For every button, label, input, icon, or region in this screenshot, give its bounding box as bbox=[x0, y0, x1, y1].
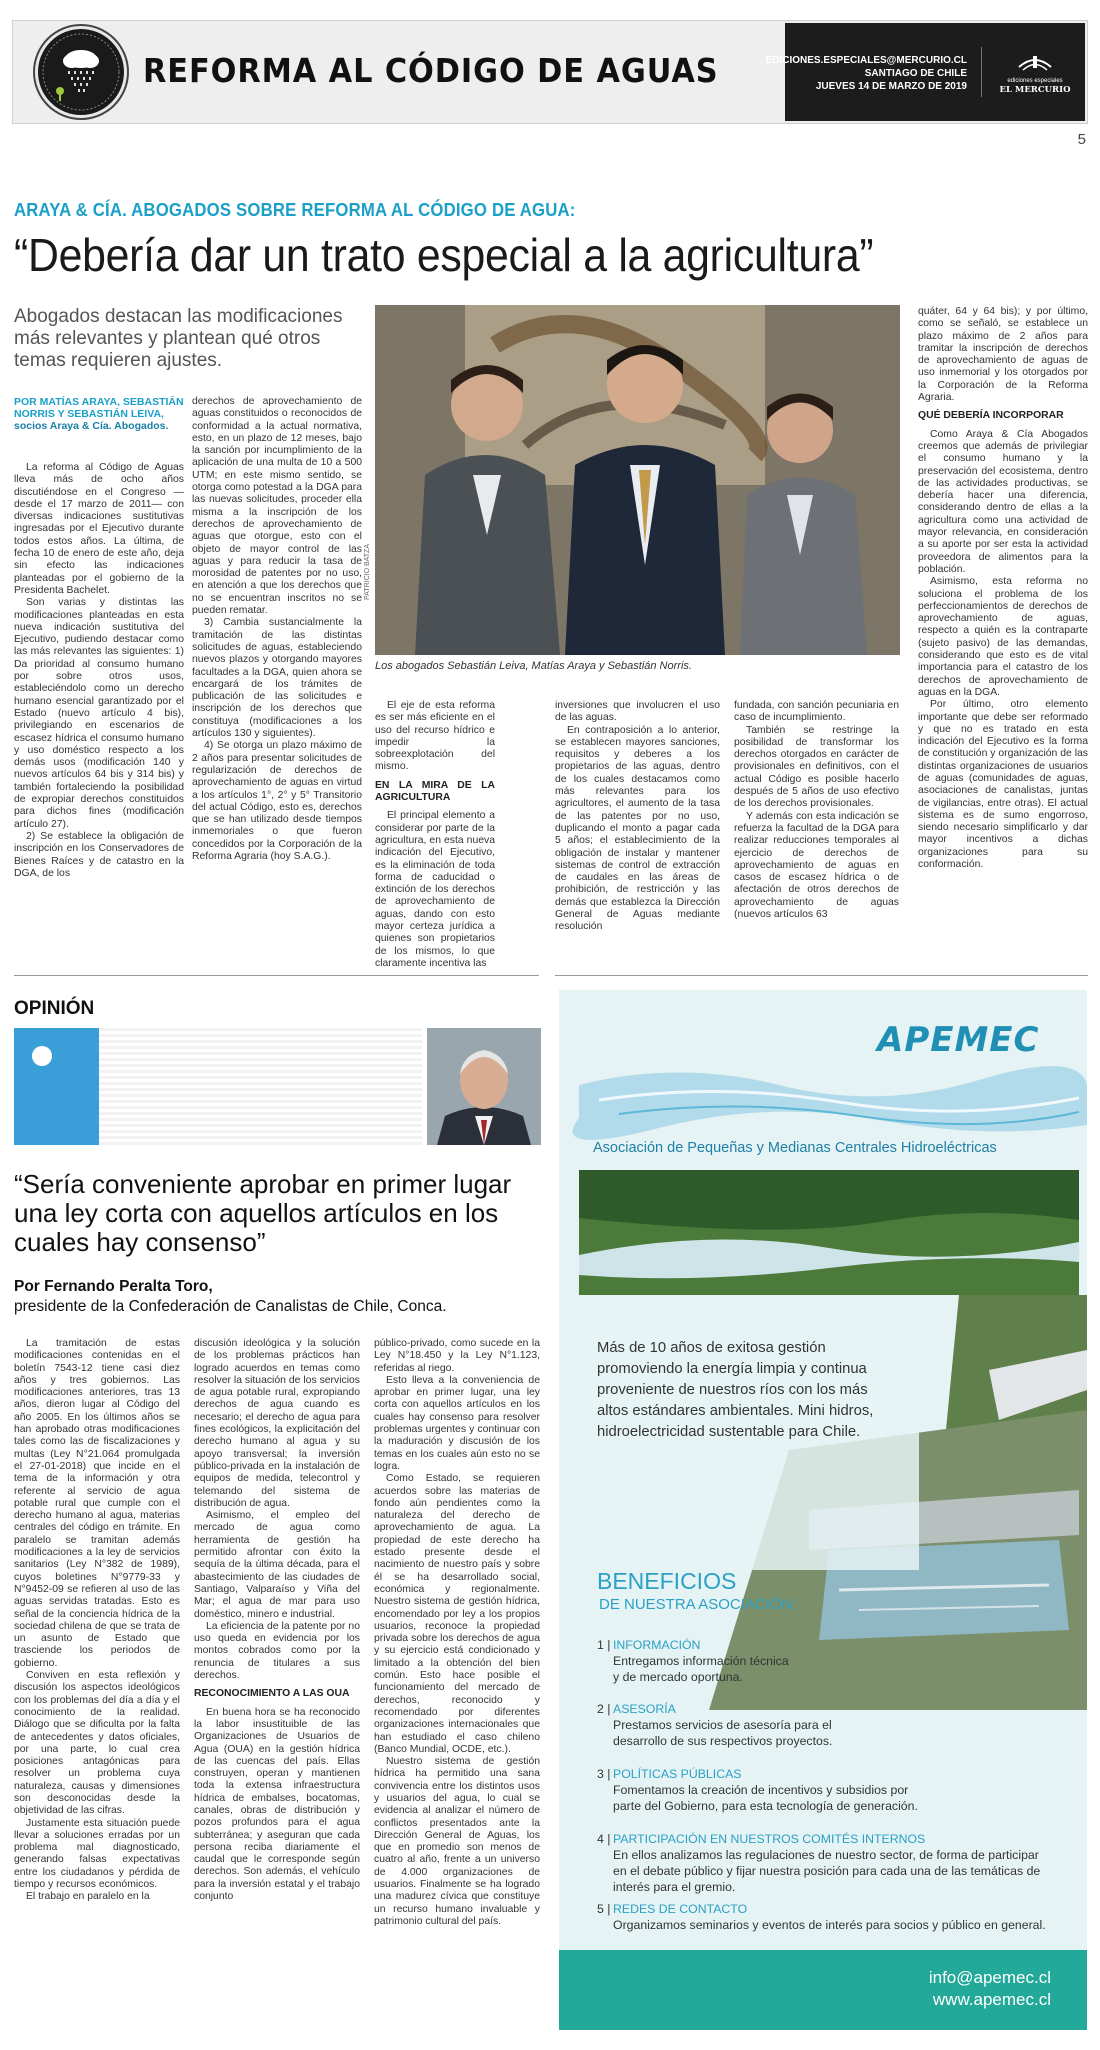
edition-date: JUEVES 14 DE MARZO DE 2019 bbox=[815, 81, 967, 92]
paragraph: Y además con esta indicación se refuerza la facultad de la DGA para realizar reducciones temporales al ejercicio de derechos de aprovechamiento de aguas en casos de escasez hídrica o de afectación de otros derechos de aprovechamiento de aguas (nuevos artículos 63 bbox=[734, 810, 899, 921]
article-column-3 bbox=[375, 700, 495, 977]
article-column-1 bbox=[14, 462, 184, 977]
paragraph: La eficiencia de la patente por no uso queda en evidencia por los montos cobrados como por la renuncia de titulares a sus derechos. bbox=[194, 1620, 360, 1682]
paragraph: Justamente esta situación puede llevar a soluciones erradas por un problema mal diagnosticado, generando falsas expectativas entre los ciudadanos y pérdida de tiempo y recursos económicos. bbox=[14, 1817, 180, 1891]
benefit-item bbox=[597, 1766, 1057, 1814]
byline-authors: POR MATÍAS ARAYA, SEBASTIÁN NORRIS Y SEBASTIÁN LEIVA, bbox=[14, 396, 184, 420]
section-divider bbox=[14, 975, 539, 976]
paragraph: 4) Se otorga un plazo máximo de 2 años para presentar solicitudes de regularización de derechos de aprovechamiento de aguas en virtud a los artículos 1°, 2° y 5° Transitorio del actual Código, esto es, derechos que se han utilizado desde tiempos inmemoriales o que fueron concedidos por la Corporación de la Reforma Agraria (hoy S.A.G.). bbox=[192, 740, 362, 862]
paragraph: El trabajo en paralelo en la bbox=[26, 1891, 150, 1903]
masthead-divider bbox=[981, 47, 982, 97]
author-portrait-image bbox=[427, 1028, 541, 1145]
benefit-description: Entregamos información técnica y de mercado oportuna. bbox=[613, 1654, 789, 1684]
brand-name: EL MERCURIO bbox=[999, 85, 1071, 95]
paragraph: discusión ideológica y la solución de los problemas prácticos han logrado acuerdos en temas como resolver la situación de los servicios de agua potable rural, expropiando derechos de agua cuando es necesario; el derecho de agua para fines ecológicos, la explicitación del derecho humano al agua y su apoyo transversal; la inversión público-privada en la instalación de equipos de medida, telecontrol y telemando del sistema de distribución de agua. bbox=[194, 1338, 360, 1509]
benefit-number: 1 | bbox=[597, 1638, 611, 1652]
paragraph: En buena hora se ha reconocido la labor insustituible de las Organizaciones de Usuarios de Agua (OUA) en la gestión hídrica de las cuencas del país. Ellas construyen, operan y mantienen toda la extensa infraestructura hídrica de embalses, bocatomas, canales, obras de distribución y pozos profundos para el agua subterránea; y aseguran que cada persona reciba diariamente el caudal que le corresponde según derechos. Son además, el vehículo para la inversión estatal y el trabajo conjunto bbox=[194, 1706, 360, 1903]
opinion-banner-accent bbox=[14, 1028, 99, 1145]
article-byline bbox=[14, 396, 184, 432]
section-divider bbox=[555, 975, 1088, 976]
benefit-title: REDES DE CONTACTO bbox=[613, 1902, 748, 1916]
opinion-author-role: presidente de la Confederación de Canalistas de Chile, Conca. bbox=[14, 1298, 447, 1315]
benefit-title: ASESORÍA bbox=[613, 1702, 676, 1716]
subheading: RECONOCIMIENTO A LAS OUA bbox=[194, 1688, 350, 1700]
mercurio-emblem-icon bbox=[1015, 53, 1055, 73]
benefit-item bbox=[597, 1637, 1057, 1685]
paragraph: fundada, con sanción pecuniaria en caso de incumplimiento. bbox=[734, 700, 899, 724]
paragraph: quáter, 64 y 64 bis); y por último, como se señaló, se establece un plazo máximo de 2 años para tramitar la inscripción de derechos de aprovechamiento de aguas de uso inmemorial y los otorgados por la Corporación de la Reforma Agraria. bbox=[918, 306, 1088, 404]
benefit-item bbox=[597, 1831, 1057, 1895]
opinion-column-1 bbox=[14, 1338, 180, 2030]
paragraph: Asimismo, esta reforma no soluciona el problema de los perfeccionamientos de derechos de aprovechamiento de aguas, respecto a quién es la contraparte (sujeto pasivo) de las demandas, considerando que esto es de vital importancia para el catastro de los derechos de aprovechamiento de aguas en la DGA. bbox=[918, 576, 1088, 698]
paragraph: El eje de esta reforma es ser más eficiente en el uso del recurso hídrico e impedir la sobreexplotación del mismo. bbox=[375, 700, 495, 773]
paragraph: Conviven en esta reflexión y discusión los aspectos ideológicos con los problemas del día a día y el conocimiento de la realidad. Diálogo que se dificulta por la falta de antecedentes y datos oficiales, por una parte, lo cual crea posiciones antagónicas para resolver un problema cuya naturaleza, causas y dimensiones son desconocidas desde la objetividad de las cifras. bbox=[14, 1670, 180, 1817]
benefit-number: 4 | bbox=[597, 1832, 611, 1846]
subheading: EN LA MIRA DE LA AGRICULTURA bbox=[375, 779, 495, 804]
paragraph: 2) Se establece la obligación de inscripción en los Conservadores de Bienes Raíces y de catastro en la DGA, de los bbox=[14, 830, 184, 879]
rain-cloud-logo-icon bbox=[35, 26, 127, 118]
benefit-description: Prestamos servicios de asesoría para el desarrollo de sus respectivos proyectos. bbox=[613, 1718, 833, 1748]
apemec-advertisement bbox=[559, 990, 1087, 2030]
opinion-author: Por Fernando Peralta Toro, bbox=[14, 1278, 213, 1295]
ad-body-text: Más de 10 años de exitosa gestión promoviendo la energía limpia y continua proveniente de nuestros ríos con los más altos estándares ambientales. Mini hidros, hidroelectricidad sustentable para Chile. bbox=[597, 1340, 874, 1440]
paragraph: Son varias y distintas las modificaciones planteadas en esta nueva indicación sustitutiva del Ejecutivo, pudiendo destacar como las más relevantes las siguientes: 1) Da prioridad al consumo humano por sobre otros usos, estableciéndolo como un derecho humano esencial garantizado por el Estado (nuevo artículo 4 bis), privilegiando en escenarios de escasez hídrica el consumo humano y uso doméstico respecto a los demás usos (modificación 140 y nuevos artículos 64 bis y 314 bis) y también fortaleciendo la posibilidad de expropiar derechos constituidos para dichos fines (modificación artículo 27). bbox=[14, 597, 184, 830]
article-column-6 bbox=[918, 306, 1088, 977]
opinion-label: OPINIÓN bbox=[14, 998, 95, 1019]
three-lawyers-image bbox=[375, 305, 900, 655]
paragraph: Como Estado, se requieren acuerdos sobre las materias de fondo aún pendientes como la naturaleza del derecho de aprovechamiento de agua. La propiedad de este derecho ha estado presente desde el nacimiento de nuestro país y sobre él se ha desarrollado social, económica y regionalmente. Nuestro sistema de gestión hídrica, encomendado por ley a los propios usuarios, reconoce la propiedad privada sobre los derechos de agua y su ejercicio está condicionado y limitado a la obtención del bien común. Esto hace posible el funcionamiento del mercado de derechos, reconocido y recomendado por diferentes organizaciones internacionales que han estudiado el caso chileno (Banco Mundial, OCDE, etc.). bbox=[374, 1473, 540, 1755]
paragraph: público-privado, como sucede en la Ley N°18.450 y la Ley N°1.123, referidas al riego. bbox=[374, 1338, 540, 1374]
benefit-description: En ellos analizamos las regulaciones de nuestro sector, de forma de participar en el debate público y fijar nuestra posición para cada una de las temáticas de interés para el gremio. bbox=[613, 1848, 1041, 1894]
opinion-column-2 bbox=[194, 1338, 360, 2030]
paragraph: La tramitación de estas modificaciones contenidas en el boletín 7543-12 tiene casi diez años y tres gobiernos. Las modificaciones anteriores, tras 13 años, dieron lugar al Código del año 2005. En los últimos años se han aprobado otras modificaciones tales como las de fiscalizaciones y multas (Ley N°21.064 promulgada el 27-01-2018) que incide en el tema de la información y otra referente al servicio de agua potable rural que cumple con el derecho humano al agua, materias centrales del código en trámite. En paralelo se tramitan además modificaciones a la ley de servicios sanitarios (Ley N°382 de 1989), cuyos boletines N°9779-33 y N°9452-09 se refieren al uso de las aguas servidas tratadas. Esto es señal de la conciencia hídrica de la sociedad chilena de que se trata de un asunto de Estado que trasciende los periodos de gobierno. bbox=[14, 1338, 180, 1669]
benefit-item bbox=[597, 1701, 1057, 1749]
website-link[interactable]: www.apemec.cl bbox=[932, 1990, 1051, 2009]
paragraph: Esto lleva a la conveniencia de aprobar en primer lugar, una ley corta con aquellos artículos en los cuales hay consenso para resolver problemas urgentes y continuar con la maduración y discusión de los temas en los cuales aún esto no se logra. bbox=[374, 1374, 540, 1472]
paragraph: Nuestro sistema de gestión hídrica ha permitido una sana convivencia entre los distintos usos y usuarios del agua, lo cual se evidencia al analizar el número de conflictos presentados ante la Dirección General de Aguas, los que en promedio son menos de cuatro al año, frente a un universo de 4.000 organizaciones de usuarios. Finalmente se ha logrado una madurez cívica que constituye un recurso humano invaluable y patrimonio cultural del país. bbox=[374, 1756, 540, 1927]
photo-caption: Los abogados Sebastián Leiva, Matías Araya y Sebastián Norris. bbox=[375, 660, 692, 672]
article-column-2 bbox=[192, 396, 362, 977]
paragraph: También se restringe la posibilidad de transformar los derechos otorgados en carácter de provisionales en definitivos, con el actual Código es posible hacerlo después de 5 años de uso efectivo de los derechos provisionales. bbox=[734, 724, 899, 810]
benefit-number: 3 | bbox=[597, 1767, 611, 1781]
paragraph: El principal elemento a considerar por parte de la agricultura, en esta nueva indicación del Ejecutivo, es la eliminación de toda forma de caducidad o extinción de los derechos de aprovechamiento de aguas, dando con esto mayor certeza jurídica a quienes son propietarios de los mismos, lo que claramente incentiva las bbox=[375, 810, 495, 969]
lawyers-photo bbox=[375, 305, 900, 655]
contact-email-link[interactable]: info@apemec.cl bbox=[928, 1968, 1051, 1987]
paragraph: En contraposición a lo anterior, se establecen mayores sanciones, requisitos y deberes a los propietarios de las aguas, dentro de los cuales destacamos como más relevantes para los agricultores, el aumento de la tasa de las patentes por no uso, duplicando el monto a pagar cada 5 años; el establecimiento de la obligación de instalar y mantener sistemas de control de extracción de caudales en las áreas de prohibición, de restricción y las demás que establezca la Dirección General de Aguas mediante resolución bbox=[555, 724, 720, 933]
photo-credit: PATRICIO BATZA bbox=[364, 543, 371, 600]
opinion-dot-icon bbox=[32, 1046, 52, 1066]
benefit-number: 2 | bbox=[597, 1702, 611, 1716]
article-column-5 bbox=[734, 700, 899, 977]
benefits-subtitle: DE NUESTRA ASOCIACIÓN: bbox=[599, 1596, 797, 1613]
byline-role: socios Araya & Cía. Abogados. bbox=[14, 420, 169, 432]
edition-email[interactable]: EDICIONES.ESPECIALES@MERCURIO.CL bbox=[765, 55, 967, 66]
subheading: QUÉ DEBERÍA INCORPORAR bbox=[918, 410, 1064, 422]
brand-small: ediciones especiales bbox=[1007, 78, 1063, 84]
el-mercurio-logo bbox=[993, 53, 1077, 95]
benefit-title: INFORMACIÓN bbox=[613, 1638, 701, 1652]
paragraph: Asimismo, el empleo del mercado de agua como herramienta de gestión ha permitido afrontar con éxito la sequía de la última década, para el abastecimiento de las ciudades de Santiago, Valparaíso y Viña del Mar; el agua de mar para uso doméstico, minero e industrial. bbox=[194, 1510, 360, 1620]
opinion-quote: “Sería conveniente aprobar en primer lugar una ley corta con aquellos artículos en los cuales hay consenso” bbox=[14, 1169, 512, 1257]
paragraph: La reforma al Código de Aguas lleva más de ocho años discutiéndose en el Congreso —desde el 17 marzo de 2011— con diversas indicaciones sustitutivas ingresadas por el Ejecutivo durante todos estos años. La última, de fecha 10 de enero de este año, deja sin efecto las indicaciones planteadas por el gobierno de la Presidenta Bachelet. bbox=[14, 462, 184, 596]
paragraph: Por último, otro elemento importante que debe ser reformado y que no es tratado en esta indicación del Ejecutivo es la forma de constitución y organización de las distintas organizaciones de usuarios de aguas (comunidades de aguas, asociaciones de canalistas, juntas de vigilancias, entre otras). El actual sistema es de sumo engorroso, siendo necesario simplificarlo y dar mayor incentivos a dichas organizaciones para su conformación. bbox=[918, 699, 1088, 871]
paragraph: 3) Cambia sustancialmente la tramitación de las distintas solicitudes de aguas, estableciendo nuevos plazos y otorgando mayores facultades a la DGA, quien ahora se encargará de los trámites de publicación de las solicitudes e inscripción de los derechos que constituya (modificaciones a los artículos 130 y siguientes). bbox=[192, 617, 362, 740]
article-headline: “Debería dar un trato especial a la agricultura” bbox=[14, 229, 874, 281]
article-column-4 bbox=[555, 700, 720, 977]
apemec-tagline: Asociación de Pequeñas y Medianas Centrales Hidroeléctricas bbox=[593, 1140, 997, 1156]
benefit-number: 5 | bbox=[597, 1902, 611, 1916]
apemec-logo: APEMEC bbox=[877, 1020, 1040, 1060]
benefits-title: BENEFICIOS bbox=[597, 1568, 737, 1594]
benefit-item bbox=[597, 1901, 1057, 1933]
benefit-title: PARTICIPACIÓN EN NUESTROS COMITÉS INTERNOS bbox=[613, 1832, 926, 1846]
page-header bbox=[12, 20, 1088, 124]
paragraph: derechos de aprovechamiento de aguas constituidos o reconocidos de conformidad a la actual normativa, esto, en un plazo de 12 meses, bajo la sanción por incumplimiento de la aplicación de una multa de 10 a 500 UTM; en este mismo sentido, se otorga como potestad a la DGA para las nuevas solicitudes, proceder ella misma a la inscripción de los derechos de aprovechamiento de aguas que otorgue, esto con el objeto de mayor control de las aguas y para reducir la tasa de morosidad de patentes por no uso, en atención a que los derechos que no se encuentran inscritos no se pueden rematar. bbox=[192, 396, 362, 617]
benefit-description: Organizamos seminarios y eventos de interés para socios y público en general. bbox=[613, 1918, 1046, 1932]
paragraph: inversiones que involucren el uso de las aguas. bbox=[555, 700, 720, 724]
ad-contact-bar bbox=[559, 1950, 1087, 2030]
masthead-box bbox=[765, 23, 1085, 121]
author-portrait bbox=[427, 1028, 541, 1145]
article-kicker: ARAYA & CÍA. ABOGADOS SOBRE REFORMA AL CÓDIGO DE AGUA: bbox=[14, 200, 576, 220]
benefit-title: POLÍTICAS PÚBLICAS bbox=[613, 1767, 742, 1781]
opinion-column-3 bbox=[374, 1338, 540, 2030]
paragraph: Como Araya & Cía Abogados creemos que además de privilegiar el consumo humano y la preservación del ecosistema, dentro de las actividades productivas, se debería hacer una diferencia, considerando dentro de ellas a la agricultura como una actividad de mayor relevancia, en consideración a su aporte por ser esta la actividad proveedora de alimentos para la población. bbox=[918, 428, 1088, 575]
article-deck: Abogados destacan las modificaciones más relevantes y plantean qué otros temas requieren ajustes. bbox=[14, 306, 343, 371]
page-number: 5 bbox=[1077, 131, 1086, 148]
section-title: REFORMA AL CÓDIGO DE AGUAS bbox=[143, 51, 719, 90]
edition-city: SANTIAGO DE CHILE bbox=[864, 68, 967, 79]
benefit-description: Fomentamos la creación de incentivos y subsidios por parte del Gobierno, para esta tecnología de generación. bbox=[613, 1783, 918, 1813]
